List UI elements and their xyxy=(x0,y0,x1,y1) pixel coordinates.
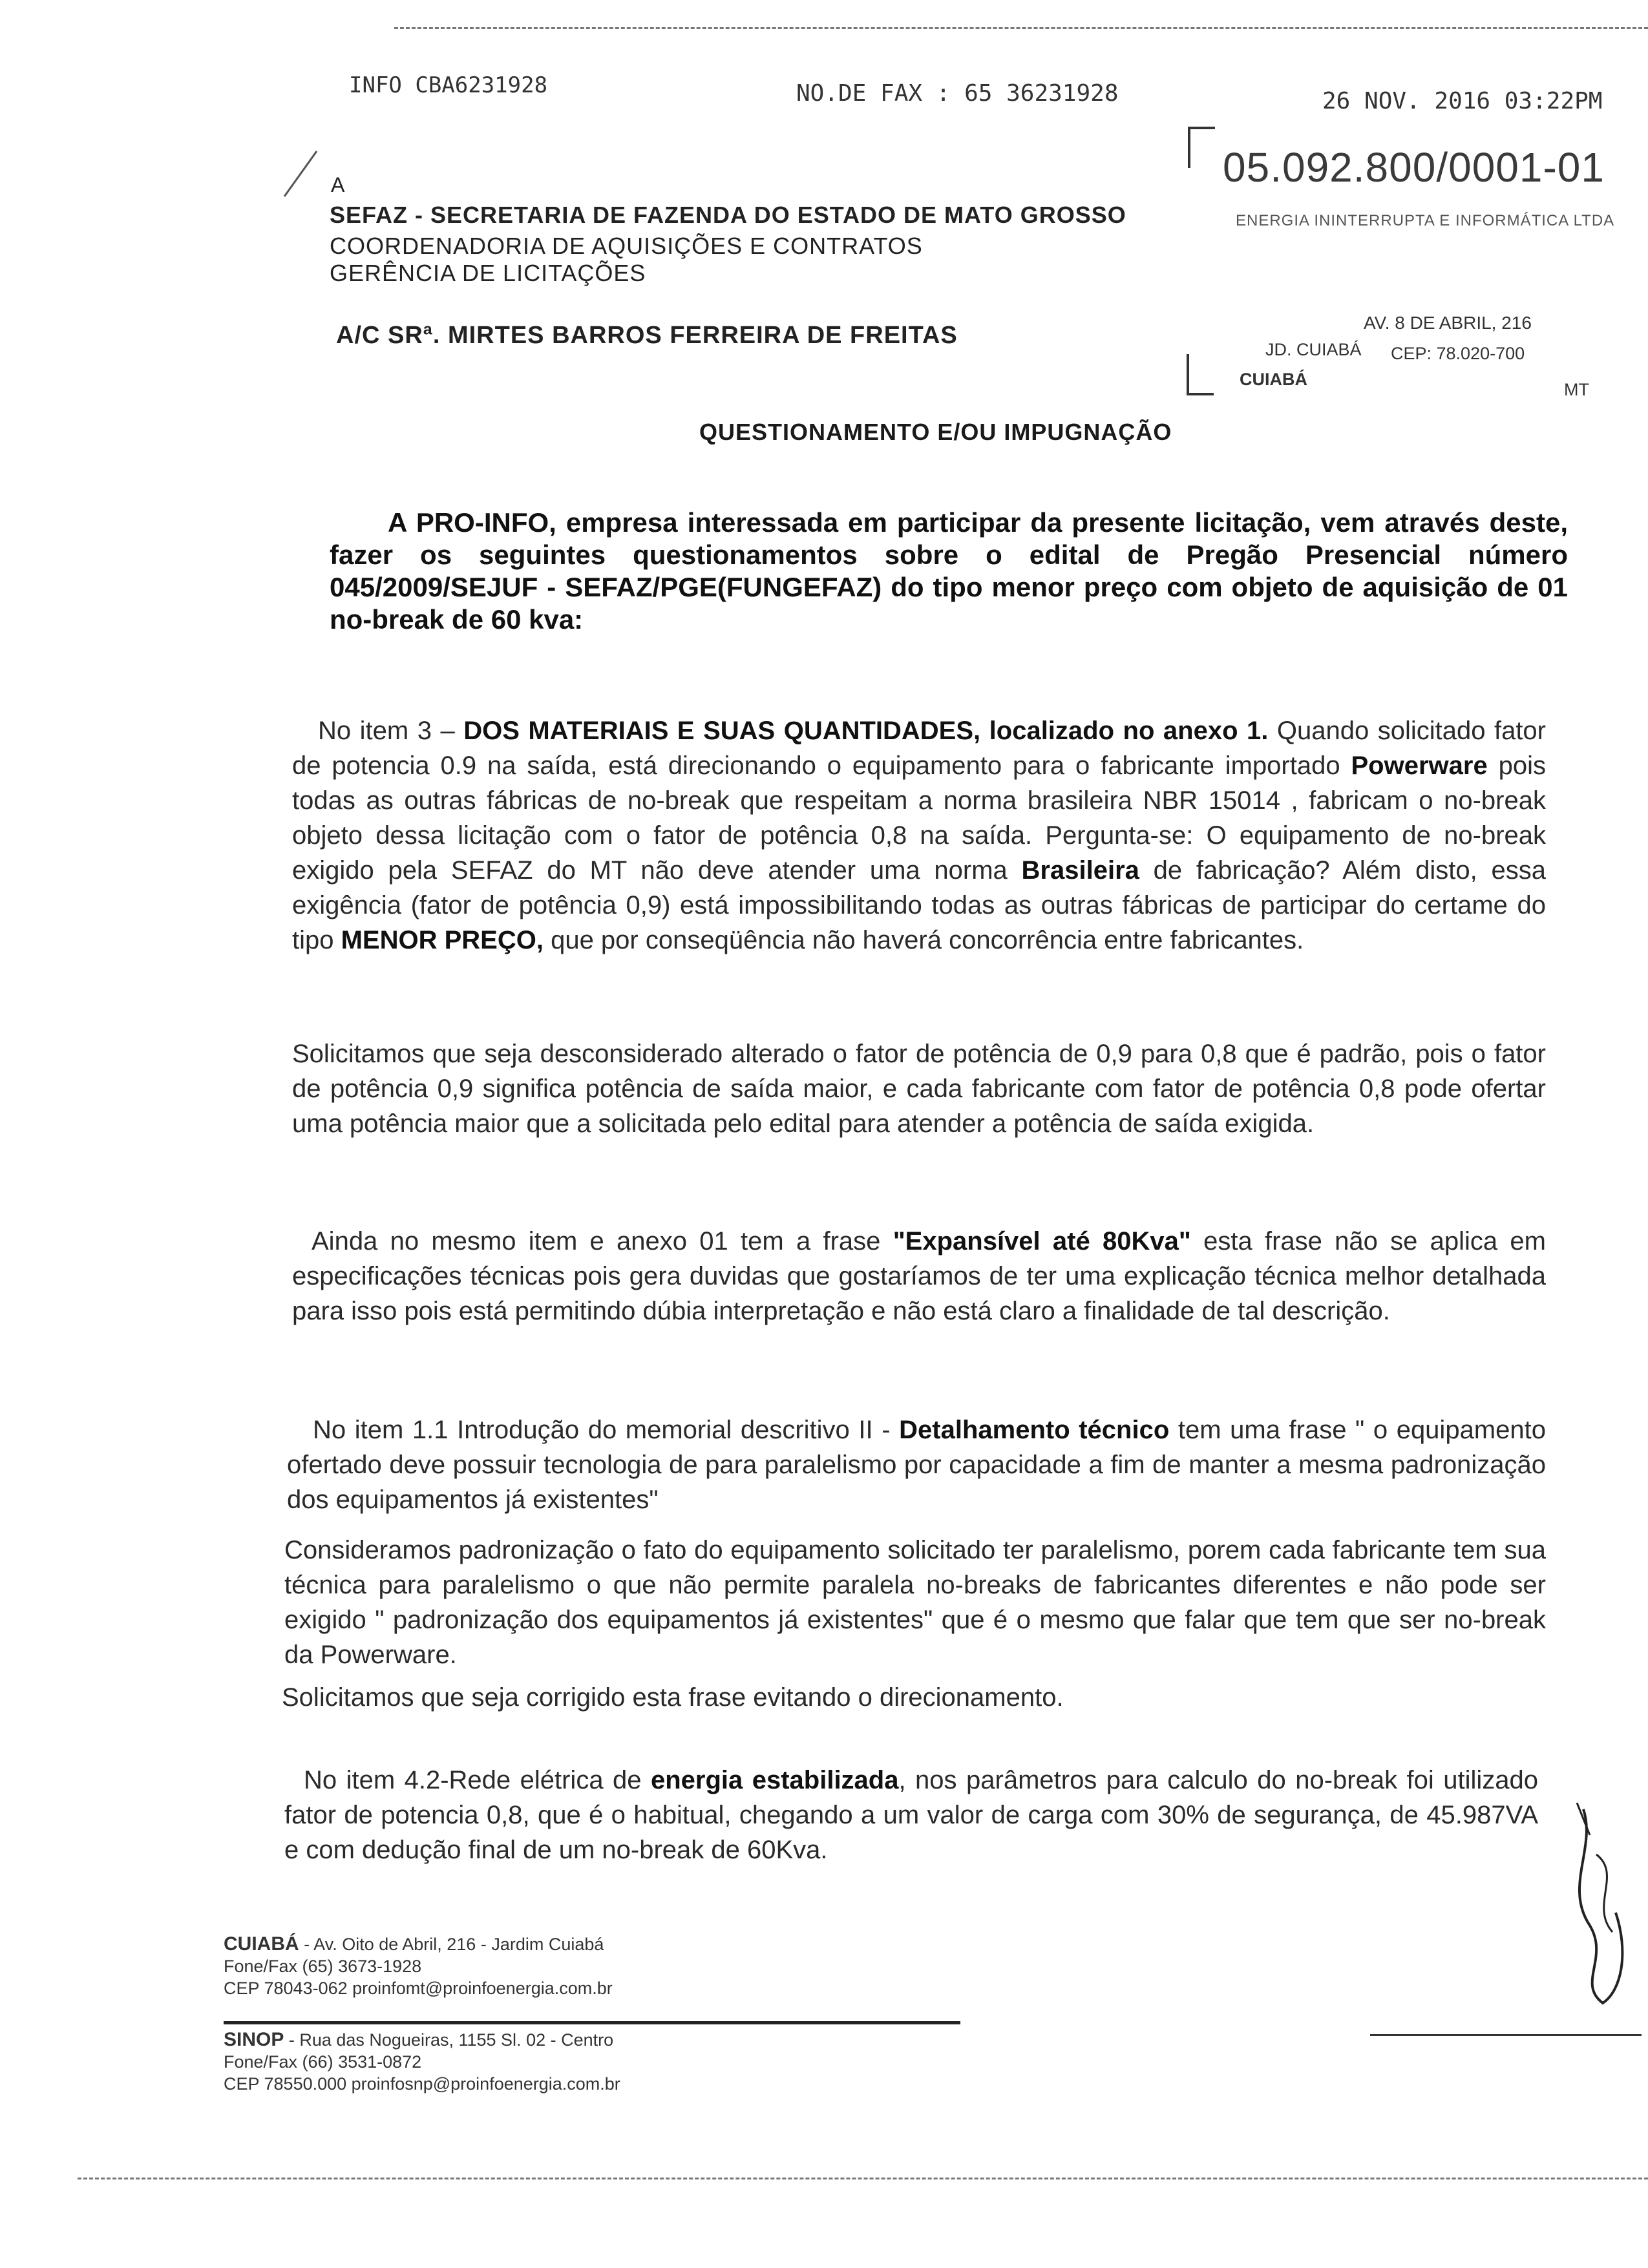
paragraph-expansivel xyxy=(292,1224,1546,1328)
stamp-city: CUIABÁ xyxy=(1240,370,1307,389)
paragraph-intro xyxy=(330,507,1568,636)
sinop-line xyxy=(224,2029,620,2051)
item3-menor-preco: MENOR PREÇO, xyxy=(341,926,544,954)
paragraph-item3 xyxy=(292,713,1546,958)
sinop-cep-email: CEP 78550.000 proinfosnp@proinfoenergia.com.br xyxy=(224,2074,620,2094)
fax-info: INFO CBA6231928 xyxy=(349,72,548,98)
paragraph-item-1-1 xyxy=(287,1412,1546,1517)
intro-text-end: do tipo menor preço com objeto de aquisição de 01 no-break de 60 kva: xyxy=(330,572,1569,635)
intro-edital-number: 045/2009/SEJUF - SEFAZ/PGE(FUNGEFAZ) xyxy=(330,572,882,602)
item42-text: , nos parâmetros para calculo do no-break foi utilizado fator de potencia 0,8, que é o habitual, chegando a um valor de carga com 30% de segurança, de 45.987VA e com dedução final de um no-break de 60Kva. xyxy=(284,1766,1538,1864)
fax-datetime: 26 NOV. 2016 03:22PM xyxy=(1322,88,1603,114)
recipient-line1: SEFAZ - SECRETARIA DE FAZENDA DO ESTADO DE MATO GROSSO xyxy=(330,202,1126,228)
cuiaba-cep-email: CEP 78043-062 proinfomt@proinfoenergia.com.br xyxy=(224,1979,613,1998)
item11-lead: No item 1.1 Introdução do memorial descritivo II - xyxy=(313,1416,900,1444)
item3-text4: que por conseqüência não haverá concorrência entre fabricantes. xyxy=(543,926,1304,954)
stamp-address: AV. 8 DE ABRIL, 216 xyxy=(1364,313,1532,333)
item42-lead: No item 4.2-Rede elétrica de xyxy=(304,1766,651,1794)
paragraph-request-fator: Solicitamos que seja desconsiderado alterado o fator de potência de 0,9 para 0,8 que é padrão, pois o fator de potência 0,9 significa potência de saída maior, e cada fabricante com fator de potência 0,8 pode ofertar uma potência maior que a solicitada pelo edital para atender a potência de saída exigida. xyxy=(292,1040,1546,1138)
document-title: QUESTIONAMENTO E/OU IMPUGNAÇÃO xyxy=(699,419,1172,445)
paragraph-padronizacao: Consideramos padronização o fato do equipamento solicitado ter paralelismo, porem cada fabricante tem sua técnica para paralelismo o que não permite paralela no-breaks de fabricantes diferentes e não pode ser exigido " padronização dos equipamentos já existentes" que é o mesmo que falar que tem que ser no-break da Powerware. xyxy=(284,1536,1546,1669)
expansivel-text1: Ainda no mesmo item e anexo 01 tem a frase xyxy=(312,1227,893,1255)
bottom-dashed-rule xyxy=(78,2178,1648,2179)
item3-heading: DOS MATERIAIS E SUAS QUANTIDADES, localizado no anexo 1. xyxy=(463,717,1269,745)
expansivel-quote: "Expansível até 80Kva" xyxy=(893,1227,1191,1255)
expansivel-text2: esta frase não se aplica em especificações técnicas pois gera duvidas que gostaríamos de ter uma explicação técnica melhor detalhada para isso pois está permitindo dúbia interpretação e não está claro a finalidade de tal descrição. xyxy=(292,1227,1546,1325)
item42-heading: energia estabilizada xyxy=(650,1766,899,1794)
item3-text3: de fabricação? Além disto, essa exigência (fator de potência 0,9) está impossibilitando todas as outras fábricas de participar do certame do tipo xyxy=(292,856,1546,954)
stamp-cnpj: 05.092.800/0001-01 xyxy=(1223,144,1605,191)
recipient-line2: COORDENADORIA DE AQUISIÇÕES E CONTRATOS xyxy=(330,233,923,259)
paragraph-correction-request: Solicitamos que seja corrigido esta frase evitando o direcionamento. xyxy=(282,1683,1064,1712)
recipient-line3: GERÊNCIA DE LICITAÇÕES xyxy=(330,260,646,286)
footer-cuiaba xyxy=(224,1933,613,1999)
item3-powerware: Powerware xyxy=(1351,751,1488,780)
stamp-bottom-bracket xyxy=(1187,354,1214,395)
stamp-state: MT xyxy=(1564,380,1589,399)
recipient-prefix: A xyxy=(331,173,346,196)
item3-text2: pois todas as outras fábricas de no-break que respeitam a norma brasileira NBR 15014 , fabricam o no-break objeto dessa licitação com o fator de potência 0,8 na saída. Pergunta-se: O equipamento de no-break exigido pela SEFAZ do MT não deve atender uma norma xyxy=(292,751,1546,885)
stamp-company: ENERGIA ININTERRUPTA E INFORMÁTICA LTDA xyxy=(1236,212,1615,229)
cuiaba-address: - Av. Oito de Abril, 216 - Jardim Cuiabá xyxy=(299,1935,604,1954)
item3-text1: Quando solicitado fator de potencia 0.9 na saída, está direcionando o equipamento para o fabricante importado xyxy=(292,717,1546,780)
stamp-district: JD. CUIABÁ xyxy=(1265,340,1362,359)
item11-text: tem uma frase " o equipamento ofertado deve possuir tecnologia de para paralelismo por capacidade a fim de manter a mesma padronização dos equipamentos já existentes" xyxy=(287,1416,1546,1514)
top-dashed-rule xyxy=(394,27,1648,29)
intro-text: A PRO-INFO, empresa interessada em participar da presente licitação, vem através deste, fazer os seguintes questionamentos sobre o edital de Pregão Presencial número xyxy=(330,507,1568,570)
stamp-cep: CEP: 78.020-700 xyxy=(1391,344,1525,363)
pen-mark xyxy=(278,149,323,200)
cuiaba-phone: Fone/Fax (65) 3673-1928 xyxy=(224,1957,422,1976)
sinop-city: SINOP xyxy=(224,2029,284,2050)
paragraph-item-4-2 xyxy=(284,1763,1538,1867)
stamp-top-bracket xyxy=(1188,127,1215,168)
cuiaba-line xyxy=(224,1933,613,1955)
cuiaba-city: CUIABÁ xyxy=(224,1933,299,1955)
sinop-address: - Rua das Nogueiras, 1155 Sl. 02 - Centro xyxy=(284,2030,614,2050)
item3-brasileira: Brasileira xyxy=(1021,856,1139,885)
item3-lead: No item 3 – xyxy=(318,717,464,745)
signature xyxy=(1551,1796,1648,2016)
item11-heading: Detalhamento técnico xyxy=(899,1416,1170,1444)
footer-divider xyxy=(224,2021,960,2024)
fax-number: NO.DE FAX : 65 36231928 xyxy=(796,80,1119,107)
sinop-phone: Fone/Fax (66) 3531-0872 xyxy=(224,2052,422,2072)
signature-line xyxy=(1370,2034,1642,2036)
footer-sinop xyxy=(224,2029,620,2095)
recipient-attention: A/C SRª. MIRTES BARROS FERREIRA DE FREITAS xyxy=(336,322,958,349)
